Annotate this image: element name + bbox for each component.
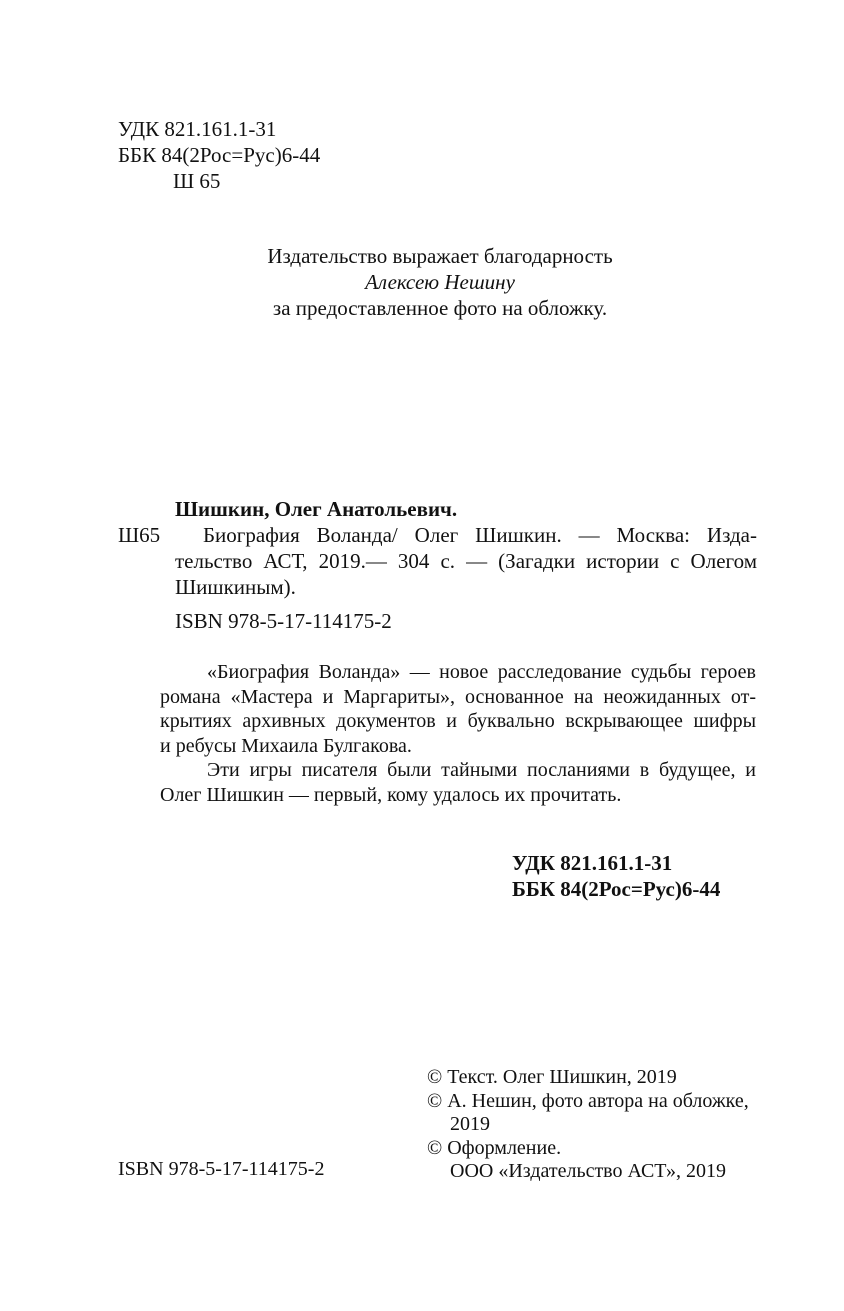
annotation-line: Олег Шишкин — первый, кому удалось их прочитать. — [160, 783, 622, 806]
author-mark: Ш 65 — [173, 169, 221, 193]
bibliographic-code: Ш65 — [118, 523, 161, 547]
copyright-line: © Оформление. — [427, 1136, 562, 1159]
annotation-line: Эти игры писателя были тайными посланиями в будущее, и — [207, 759, 756, 781]
udk-code-bottom: УДК 821.161.1-31 — [512, 851, 673, 875]
bibliographic-author: Шишкин, Олег Анатольевич. — [175, 497, 458, 521]
annotation — [160, 660, 756, 807]
acknowledgment — [160, 243, 720, 321]
classification-top — [118, 116, 320, 194]
annotation-line: «Биография Воланда» — новое расследование судьбы героев — [207, 661, 756, 683]
annotation-line: романа «Мастера и Маргариты», основанное на неожиданных от- — [160, 685, 756, 708]
acknowledgment-line-1: Издательство выражает благодарность — [267, 244, 613, 268]
bibliographic-isbn: ISBN 978-5-17-114175-2 — [175, 609, 392, 633]
classification-bottom — [512, 850, 720, 902]
annotation-line: крытиях архивных документов и буквально вскрывающее шифры — [160, 710, 756, 732]
copyright-line: © А. Нешин, фото автора на обложке, — [427, 1089, 749, 1112]
bibliographic-line: тельство АСТ, 2019.— 304 с. — (Загадки истории с Олегом — [175, 549, 757, 573]
acknowledgment-name: Алексею Нешину — [365, 270, 515, 294]
bbk-code-bottom: ББК 84(2Рос=Рус)6-44 — [512, 877, 721, 901]
copyright-line: ООО «Издательство АСТ», 2019 — [450, 1160, 726, 1182]
acknowledgment-line-3: за предоставленное фото на обложку. — [272, 296, 608, 320]
bibliographic-line: Биография Воланда/ Олег Шишкин. — Москва: Изда- — [203, 523, 757, 547]
bibliographic-description — [175, 522, 757, 600]
bibliographic-line: Шишкиным). — [175, 575, 296, 599]
copyright-line: 2019 — [450, 1113, 490, 1135]
isbn-bottom: ISBN 978-5-17-114175-2 — [118, 1158, 325, 1180]
bbk-code: ББК 84(2Рос=Рус)6-44 — [118, 143, 321, 167]
copyright-block — [427, 1066, 749, 1184]
udk-code: УДК 821.161.1-31 — [118, 117, 277, 141]
copyright-line: © Текст. Олег Шишкин, 2019 — [427, 1066, 677, 1088]
annotation-line: и ребусы Михаила Булгакова. — [160, 734, 412, 757]
